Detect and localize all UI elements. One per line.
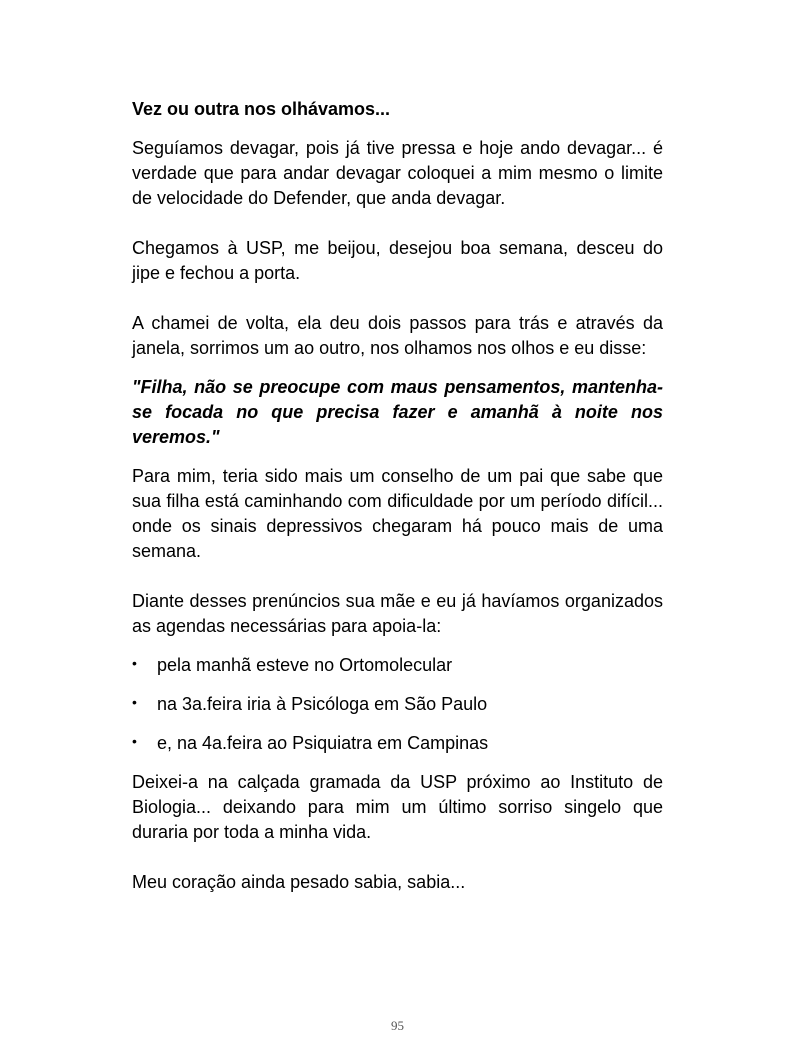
section-heading: Vez ou outra nos olhávamos...: [132, 99, 391, 119]
list-item: [132, 731, 663, 756]
list-item: [132, 692, 663, 717]
agenda-list: [132, 653, 663, 756]
list-item-text: e, na 4a.feira ao Psiquiatra em Campinas: [157, 733, 489, 753]
quote-advice: "Filha, não se preocupe com maus pensamentos, mantenha-se focada no que precisa fazer e amanhã à noite nos veremos.": [132, 377, 663, 447]
paragraph-called-back: A chamei de volta, ela deu dois passos para trás e através da janela, sorrimos um ao outro, nos olhamos nos olhos e eu disse:: [132, 313, 663, 358]
list-item-text: pela manhã esteve no Ortomolecular: [157, 655, 453, 675]
bullet-icon: •: [132, 733, 137, 749]
list-item-text: na 3a.feira iria à Psicóloga em São Paulo: [157, 694, 488, 714]
paragraph-devagar: Seguíamos devagar, pois já tive pressa e hoje ando devagar... é verdade que para andar devagar coloquei a mim mesmo o limite de velocidade do Defender, que anda devagar.: [132, 138, 663, 208]
paragraph-usp-arrival: Chegamos à USP, me beijou, desejou boa semana, desceu do jipe e fechou a porta.: [132, 238, 663, 283]
paragraph-father-advice: Para mim, teria sido mais um conselho de um pai que sabe que sua filha está caminhando com dificuldade por um período difícil... onde os sinais depressivos chegaram há pouco mais de uma semana.: [132, 466, 663, 561]
paragraph-agendas: Diante desses prenúncios sua mãe e eu já havíamos organizados as agendas necessárias para apoia-la:: [132, 591, 663, 636]
page-number: 95: [391, 1018, 404, 1033]
list-item: [132, 653, 663, 678]
page-body: [132, 97, 663, 895]
paragraph-closing: Meu coração ainda pesado sabia, sabia...: [132, 872, 466, 892]
bullet-icon: •: [132, 694, 137, 710]
paragraph-last-smile: Deixei-a na calçada gramada da USP próximo ao Instituto de Biologia... deixando para mim um último sorriso singelo que duraria por toda a minha vida.: [132, 772, 663, 842]
bullet-icon: •: [132, 655, 137, 671]
